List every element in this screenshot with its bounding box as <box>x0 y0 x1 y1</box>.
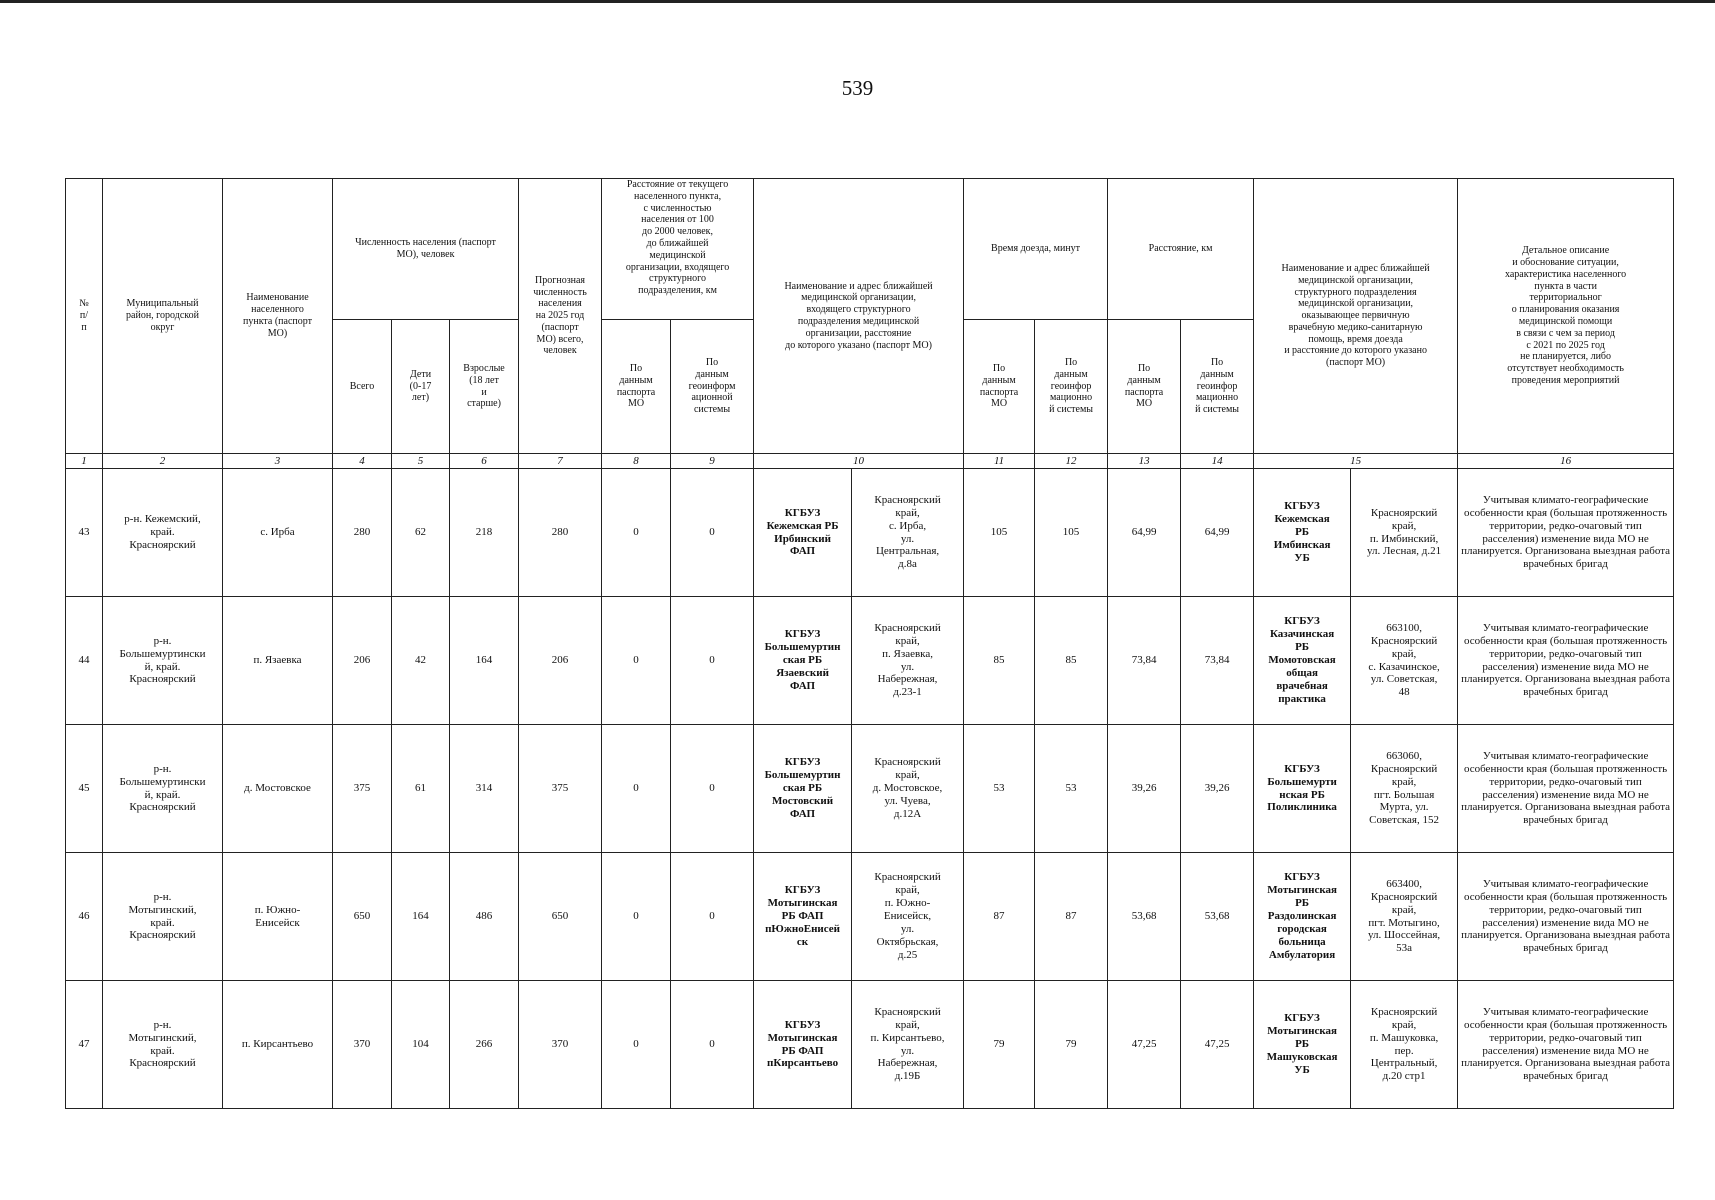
nearest-mo-address-cell: Красноярский край, п. Кирсантьево, ул. Набережная, д.19Б <box>852 981 964 1109</box>
primary-mo-name-cell: КГБУЗ Кежемская РБ Имбинская УБ <box>1254 469 1351 597</box>
distance-passport-cell: 0 <box>602 469 671 597</box>
population-children-cell: 62 <box>392 469 450 597</box>
population-children-cell: 104 <box>392 981 450 1109</box>
column-number: 16 <box>1458 454 1674 469</box>
header-row-1 <box>66 179 1674 320</box>
time-gis-cell: 87 <box>1035 853 1108 981</box>
primary-mo-name-cell: КГБУЗ Мотыгинская РБ Машуковская УБ <box>1254 981 1351 1109</box>
distance-passport-cell: 0 <box>602 725 671 853</box>
column-numbers-row <box>66 454 1674 469</box>
header-distance-passport: По данным паспорта МО <box>602 320 671 454</box>
column-number: 10 <box>754 454 964 469</box>
row-number: 46 <box>66 853 103 981</box>
nearest-mo-name-cell: КГБУЗ Кежемская РБ Ирбинский ФАП <box>754 469 852 597</box>
description-cell: Учитывая климато-географические особенности края (большая протяженность территории, редко-очаговый тип расселения) изменение вида МО не планируется. Организована выездная работа врачебных бригад <box>1458 469 1674 597</box>
forecast-cell: 375 <box>519 725 602 853</box>
distance-passport-cell: 0 <box>602 853 671 981</box>
row-number: 44 <box>66 597 103 725</box>
medical-organizations-table <box>65 178 1674 1109</box>
header-forecast: Прогнозная численность населения на 2025 год (паспорт МО) всего, человек <box>519 179 602 454</box>
nearest-mo-address-cell: Красноярский край, п. Южно- Енисейск, ул. Октябрьская, д.25 <box>852 853 964 981</box>
column-number: 3 <box>223 454 333 469</box>
district-cell: р-н. Мотыгинский, край. Красноярский <box>103 981 223 1109</box>
nearest-mo-address-cell: Красноярский край, с. Ирба, ул. Центральная, д.8а <box>852 469 964 597</box>
distance-gis-cell: 0 <box>671 469 754 597</box>
settlement-cell: п. Язаевка <box>223 597 333 725</box>
nearest-mo-name-cell: КГБУЗ Большемуртин ская РБ Язаевский ФАП <box>754 597 852 725</box>
primary-mo-address-cell: 663400, Красноярский край, пгт. Мотыгино, ул. Шоссейная, 53а <box>1351 853 1458 981</box>
population-total-cell: 206 <box>333 597 392 725</box>
row-number: 45 <box>66 725 103 853</box>
description-cell: Учитывая климато-географические особенности края (большая протяженность территории, редко-очаговый тип расселения) изменение вида МО не планируется. Организована выездная работа врачебных бригад <box>1458 853 1674 981</box>
header-distance-km-group: Расстояние, км <box>1108 179 1254 320</box>
distance-gis-cell: 0 <box>671 853 754 981</box>
nearest-mo-address-cell: Красноярский край, п. Язаевка, ул. Набережная, д.23-1 <box>852 597 964 725</box>
header-time-passport: По данным паспорта МО <box>964 320 1035 454</box>
primary-mo-address-cell: Красноярский край, п. Имбинский, ул. Лесная, д.21 <box>1351 469 1458 597</box>
column-number: 8 <box>602 454 671 469</box>
header-district: Муниципальный район, городской округ <box>103 179 223 454</box>
header-settlement: Наименование населенного пункта (паспорт МО) <box>223 179 333 454</box>
header-distance-group: Расстояние от текущего населенного пункта, с численностью населения от 100 до 2000 человек, до ближайшей медицинской организации, входящего структурного подразделения, км <box>602 179 754 320</box>
header-km-passport: По данным паспорта МО <box>1108 320 1181 454</box>
column-number: 7 <box>519 454 602 469</box>
header-km-gis: По данным геоинфор мационно й системы <box>1181 320 1254 454</box>
km-passport-cell: 73,84 <box>1108 597 1181 725</box>
column-number: 9 <box>671 454 754 469</box>
time-gis-cell: 85 <box>1035 597 1108 725</box>
row-number: 47 <box>66 981 103 1109</box>
district-cell: р-н. Мотыгинский, край. Красноярский <box>103 853 223 981</box>
settlement-cell: с. Ирба <box>223 469 333 597</box>
population-total-cell: 650 <box>333 853 392 981</box>
distance-gis-cell: 0 <box>671 981 754 1109</box>
header-nearest-mo: Наименование и адрес ближайшей медицинской организации, входящего структурного подразделения медицинской организации, расстояние до которого указано (паспорт МО) <box>754 179 964 454</box>
top-border-line <box>0 0 1715 3</box>
forecast-cell: 370 <box>519 981 602 1109</box>
column-number: 2 <box>103 454 223 469</box>
population-adults-cell: 164 <box>450 597 519 725</box>
population-adults-cell: 486 <box>450 853 519 981</box>
column-number: 14 <box>1181 454 1254 469</box>
km-gis-cell: 39,26 <box>1181 725 1254 853</box>
header-children: Дети (0-17 лет) <box>392 320 450 454</box>
distance-gis-cell: 0 <box>671 725 754 853</box>
distance-gis-cell: 0 <box>671 597 754 725</box>
time-gis-cell: 79 <box>1035 981 1108 1109</box>
column-number: 1 <box>66 454 103 469</box>
population-total-cell: 280 <box>333 469 392 597</box>
km-gis-cell: 64,99 <box>1181 469 1254 597</box>
primary-mo-name-cell: КГБУЗ Казачинская РБ Момотовская общая врачебная практика <box>1254 597 1351 725</box>
header-travel-time-group: Время доезда, минут <box>964 179 1108 320</box>
table-row <box>66 725 1674 853</box>
population-adults-cell: 218 <box>450 469 519 597</box>
table-row <box>66 981 1674 1109</box>
district-cell: р-н. Большемуртински й, край. Красноярский <box>103 597 223 725</box>
time-gis-cell: 53 <box>1035 725 1108 853</box>
column-number: 11 <box>964 454 1035 469</box>
header-total: Всего <box>333 320 392 454</box>
time-passport-cell: 79 <box>964 981 1035 1109</box>
nearest-mo-name-cell: КГБУЗ Мотыгинская РБ ФАП пКирсантьево <box>754 981 852 1109</box>
time-passport-cell: 85 <box>964 597 1035 725</box>
population-total-cell: 370 <box>333 981 392 1109</box>
km-gis-cell: 47,25 <box>1181 981 1254 1109</box>
nearest-mo-name-cell: КГБУЗ Мотыгинская РБ ФАП пЮжноЕнисей ск <box>754 853 852 981</box>
population-total-cell: 375 <box>333 725 392 853</box>
column-number: 13 <box>1108 454 1181 469</box>
settlement-cell: п. Южно- Енисейск <box>223 853 333 981</box>
column-number: 12 <box>1035 454 1108 469</box>
km-passport-cell: 47,25 <box>1108 981 1181 1109</box>
km-passport-cell: 53,68 <box>1108 853 1181 981</box>
forecast-cell: 650 <box>519 853 602 981</box>
table-row <box>66 469 1674 597</box>
column-number: 5 <box>392 454 450 469</box>
forecast-cell: 206 <box>519 597 602 725</box>
description-cell: Учитывая климато-географические особенности края (большая протяженность территории, редко-очаговый тип расселения) изменение вида МО не планируется. Организована выездная работа врачебных бригад <box>1458 981 1674 1109</box>
header-adults: Взрослые (18 лет и старше) <box>450 320 519 454</box>
header-distance-gis: По данным геоинформ ационной системы <box>671 320 754 454</box>
primary-mo-name-cell: КГБУЗ Мотыгинская РБ Раздолинская городская больница Амбулатория <box>1254 853 1351 981</box>
nearest-mo-address-cell: Красноярский край, д. Мостовское, ул. Чуева, д.12А <box>852 725 964 853</box>
settlement-cell: д. Мостовское <box>223 725 333 853</box>
time-passport-cell: 87 <box>964 853 1035 981</box>
km-gis-cell: 73,84 <box>1181 597 1254 725</box>
district-cell: р-н. Кежемский, край. Красноярский <box>103 469 223 597</box>
nearest-mo-name-cell: КГБУЗ Большемуртин ская РБ Мостовский ФАП <box>754 725 852 853</box>
primary-mo-address-cell: 663060, Красноярский край, пгт. Большая Мурта, ул. Советская, 152 <box>1351 725 1458 853</box>
distance-passport-cell: 0 <box>602 981 671 1109</box>
header-description: Детальное описание и обоснование ситуации, характеристика населенного пункта в части территориальног о планирования оказания медицинской помощи в связи с чем за период с 2021 по 2025 год не планируется, либо отсутствует необходимость проведения мероприятий <box>1458 179 1674 454</box>
primary-mo-address-cell: Красноярский край, п. Машуковка, пер. Центральный, д.20 стр1 <box>1351 981 1458 1109</box>
population-children-cell: 42 <box>392 597 450 725</box>
population-adults-cell: 266 <box>450 981 519 1109</box>
km-gis-cell: 53,68 <box>1181 853 1254 981</box>
description-cell: Учитывая климато-географические особенности края (большая протяженность территории, редко-очаговый тип расселения) изменение вида МО не планируется. Организована выездная работа врачебных бригад <box>1458 725 1674 853</box>
distance-passport-cell: 0 <box>602 597 671 725</box>
column-number: 4 <box>333 454 392 469</box>
header-primary-care-mo: Наименование и адрес ближайшей медицинской организации, структурного подразделения медицинской организации, оказывающее первичную врачебную медико-санитарную помощь, время доезда и расстояние до которого указано (паспорт МО) <box>1254 179 1458 454</box>
primary-mo-address-cell: 663100, Красноярский край, с. Казачинское, ул. Советская, 48 <box>1351 597 1458 725</box>
time-passport-cell: 105 <box>964 469 1035 597</box>
time-gis-cell: 105 <box>1035 469 1108 597</box>
header-population-group: Численность населения (паспорт МО), человек <box>333 179 519 320</box>
forecast-cell: 280 <box>519 469 602 597</box>
column-number: 6 <box>450 454 519 469</box>
header-time-gis: По данным геоинфор мационно й системы <box>1035 320 1108 454</box>
km-passport-cell: 64,99 <box>1108 469 1181 597</box>
km-passport-cell: 39,26 <box>1108 725 1181 853</box>
settlement-cell: п. Кирсантьево <box>223 981 333 1109</box>
table-row <box>66 853 1674 981</box>
page-number: 539 <box>841 76 874 100</box>
description-cell: Учитывая климато-географические особенности края (большая протяженность территории, редко-очаговый тип расселения) изменение вида МО не планируется. Организована выездная работа врачебных бригад <box>1458 597 1674 725</box>
population-children-cell: 61 <box>392 725 450 853</box>
table-row <box>66 597 1674 725</box>
column-number: 15 <box>1254 454 1458 469</box>
population-children-cell: 164 <box>392 853 450 981</box>
primary-mo-name-cell: КГБУЗ Большемурти нская РБ Поликлиника <box>1254 725 1351 853</box>
row-number: 43 <box>66 469 103 597</box>
district-cell: р-н. Большемуртински й, край. Красноярский <box>103 725 223 853</box>
population-adults-cell: 314 <box>450 725 519 853</box>
header-row-number: № п/ п <box>66 179 103 454</box>
time-passport-cell: 53 <box>964 725 1035 853</box>
